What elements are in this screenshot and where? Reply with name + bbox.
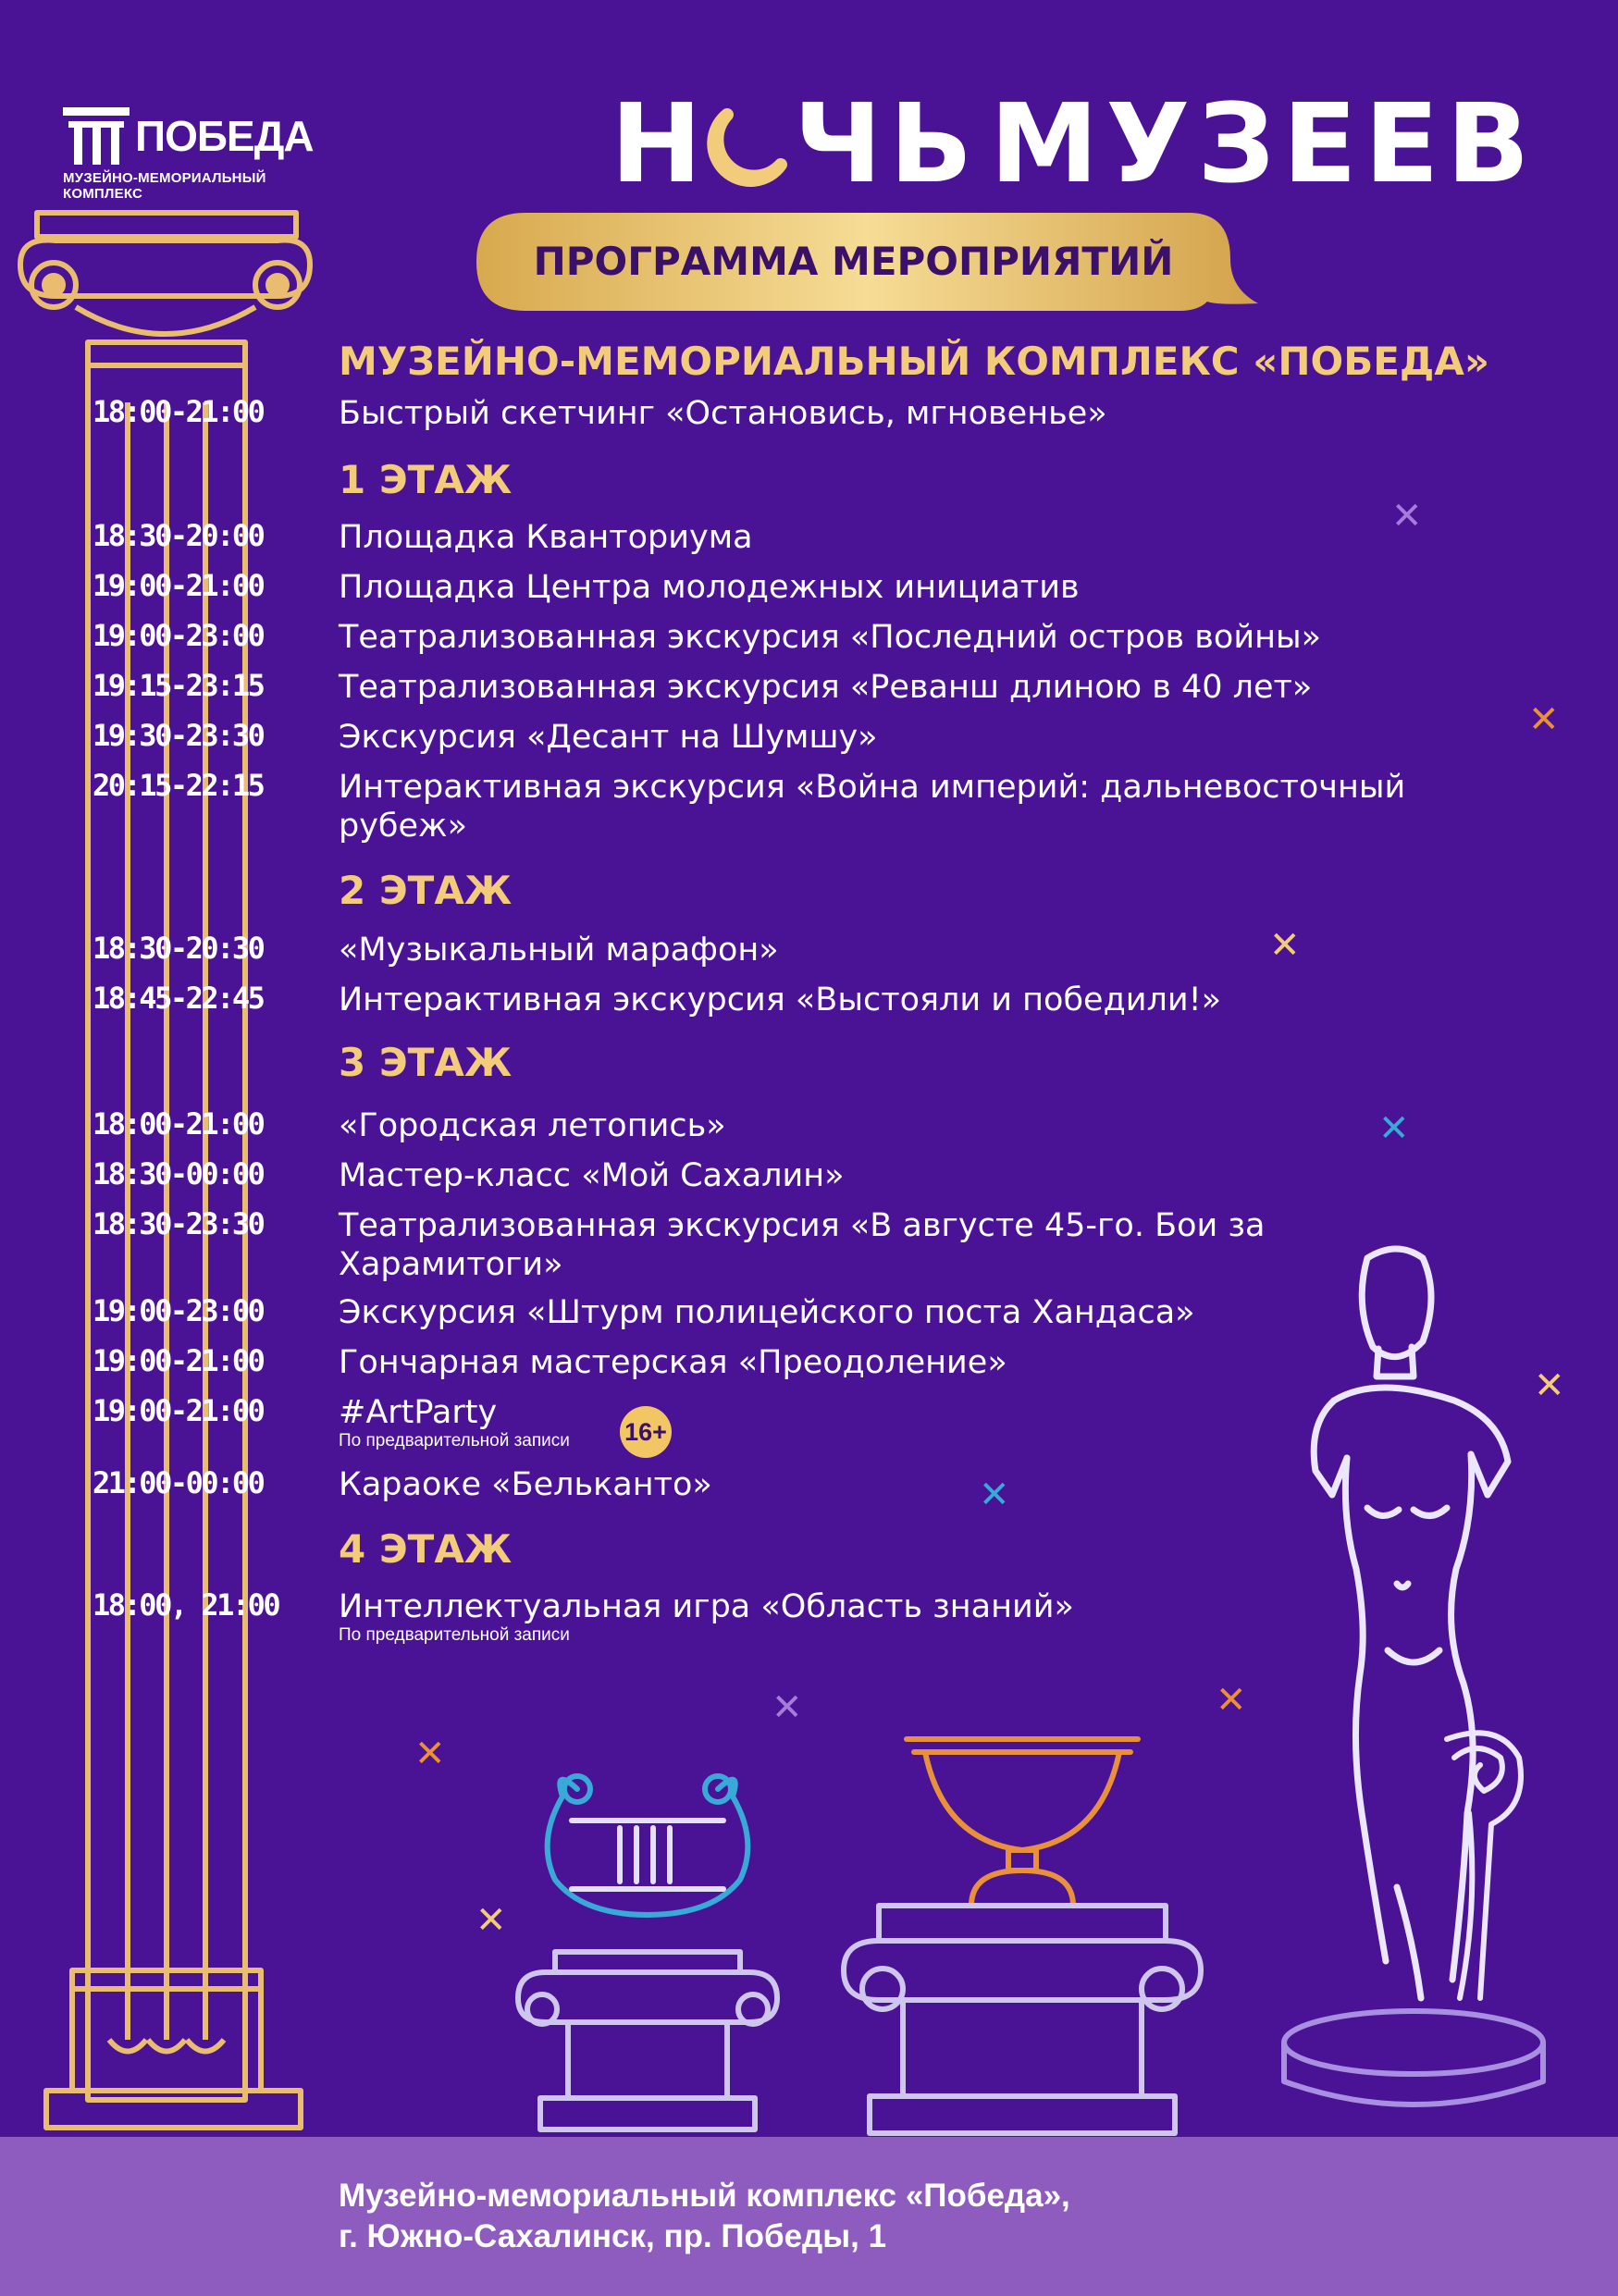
cross-icon: ✕ — [476, 1899, 507, 1942]
event-title: Экскурсия «Штурм полицейского поста Хандаса» — [339, 1294, 1195, 1331]
event-time: 18:30-23:30 — [93, 1206, 264, 1241]
cross-icon: ✕ — [1391, 495, 1423, 537]
program-ribbon — [476, 213, 1258, 311]
age-badge: 16+ — [620, 1406, 672, 1458]
event-time: 18:30-20:30 — [93, 931, 264, 966]
cross-icon: ✕ — [1528, 698, 1560, 741]
event-time: 18:45-22:45 — [93, 981, 264, 1016]
event-title: Театрализованная экскурсия «Реванш длиною в 40 лет» — [339, 669, 1313, 706]
floor-1-heading: 1 ЭТАЖ — [339, 457, 513, 502]
event-title: Караоке «Бельканто» — [339, 1466, 712, 1503]
title-word2: МУЗЕЕВ — [990, 80, 1538, 207]
event-title: Площадка Кванториума — [339, 519, 753, 556]
event-time: 19:00-21:00 — [93, 1393, 264, 1428]
event-time: 19:00-21:00 — [93, 1343, 264, 1378]
event-title: «Городская летопись» — [339, 1107, 726, 1144]
event-time: 20:15-22:15 — [93, 768, 264, 803]
cross-icon: ✕ — [1216, 1679, 1247, 1722]
cross-icon: ✕ — [772, 1686, 803, 1729]
pobeda-logo-icon — [63, 107, 130, 165]
event-name: #ArtParty — [339, 1394, 498, 1431]
event-time: 19:00-21:00 — [93, 568, 264, 603]
event-note: По предварительной записи — [339, 1625, 570, 1645]
floor-2-heading: 2 ЭТАЖ — [339, 868, 513, 913]
logo-subtitle: МУЗЕЙНО-МЕМОРИАЛЬНЫЙ КОМПЛЕКС — [63, 170, 266, 202]
title-word1-start: Н — [611, 80, 710, 207]
footer-line-1: Музейно-мемориальный комплекс «Победа», — [339, 2178, 1070, 2214]
floor-4-heading: 4 ЭТАЖ — [339, 1526, 513, 1572]
footer-address — [339, 2176, 1070, 2257]
event-title: Быстрый скетчинг «Остановись, мгновенье» — [339, 395, 1107, 432]
event-time: 19:00-23:00 — [93, 618, 264, 653]
cup-pedestal-illustration — [833, 1730, 1212, 2146]
cross-icon: ✕ — [1534, 1364, 1565, 1407]
event-time: 18:30-00:00 — [93, 1156, 264, 1191]
event-title: Площадка Центра молодежных инициатив — [339, 569, 1080, 606]
event-time: 19:15-23:15 — [93, 668, 264, 703]
event-title: Мастер-класс «Мой Сахалин» — [339, 1157, 845, 1194]
lyre-pedestal-illustration — [500, 1767, 796, 2137]
crescent-moon-icon — [699, 102, 792, 194]
cross-icon: ✕ — [414, 1733, 446, 1775]
title-word1-end: ЧЬ — [794, 80, 981, 207]
statue-illustration — [1258, 1240, 1554, 2128]
cross-icon: ✕ — [1269, 924, 1301, 967]
event-title: Интерактивная экскурсия «Война империй: дальневосточный рубеж» — [339, 769, 1406, 845]
event-title: Интерактивная экскурсия «Выстояли и победили!» — [339, 981, 1222, 1018]
event-name: Интеллектуальная игра «Область знаний» — [339, 1588, 1074, 1625]
event-time: 19:00-23:00 — [93, 1293, 264, 1328]
page-title — [611, 80, 1538, 207]
event-note: По предварительной записи — [339, 1431, 570, 1450]
cross-icon: ✕ — [1378, 1107, 1410, 1150]
event-title: Экскурсия «Десант на Шумшу» — [339, 719, 878, 756]
event-time: 21:00-00:00 — [93, 1465, 264, 1500]
event-time: 18:00, 21:00 — [93, 1587, 279, 1623]
logo-name: ПОБЕДА — [135, 112, 314, 160]
event-time: 18:00-21:00 — [93, 394, 264, 429]
venue-heading: МУЗЕЙНО-МЕМОРИАЛЬНЫЙ КОМПЛЕКС «ПОБЕДА» — [339, 339, 1489, 384]
event-time: 19:30-23:30 — [93, 718, 264, 753]
footer — [0, 2137, 1618, 2296]
event-title: Театрализованная экскурсия «Последний остров войны» — [339, 619, 1321, 656]
event-time: 18:30-20:00 — [93, 518, 264, 553]
ribbon-label: ПРОГРАММА МЕРОПРИЯТИЙ — [533, 239, 1174, 284]
event-time: 18:00-21:00 — [93, 1106, 264, 1142]
event-title: «Музыкальный марафон» — [339, 932, 779, 969]
logo — [63, 100, 313, 202]
cross-icon: ✕ — [979, 1474, 1010, 1516]
footer-line-2: г. Южно-Сахалинск, пр. Победы, 1 — [339, 2218, 887, 2254]
event-title: Гончарная мастерская «Преодоление» — [339, 1344, 1007, 1381]
event-title: Театрализованная экскурсия «В августе 45-го. Бои за Харамитоги» — [339, 1207, 1266, 1283]
floor-3-heading: 3 ЭТАЖ — [339, 1040, 513, 1085]
